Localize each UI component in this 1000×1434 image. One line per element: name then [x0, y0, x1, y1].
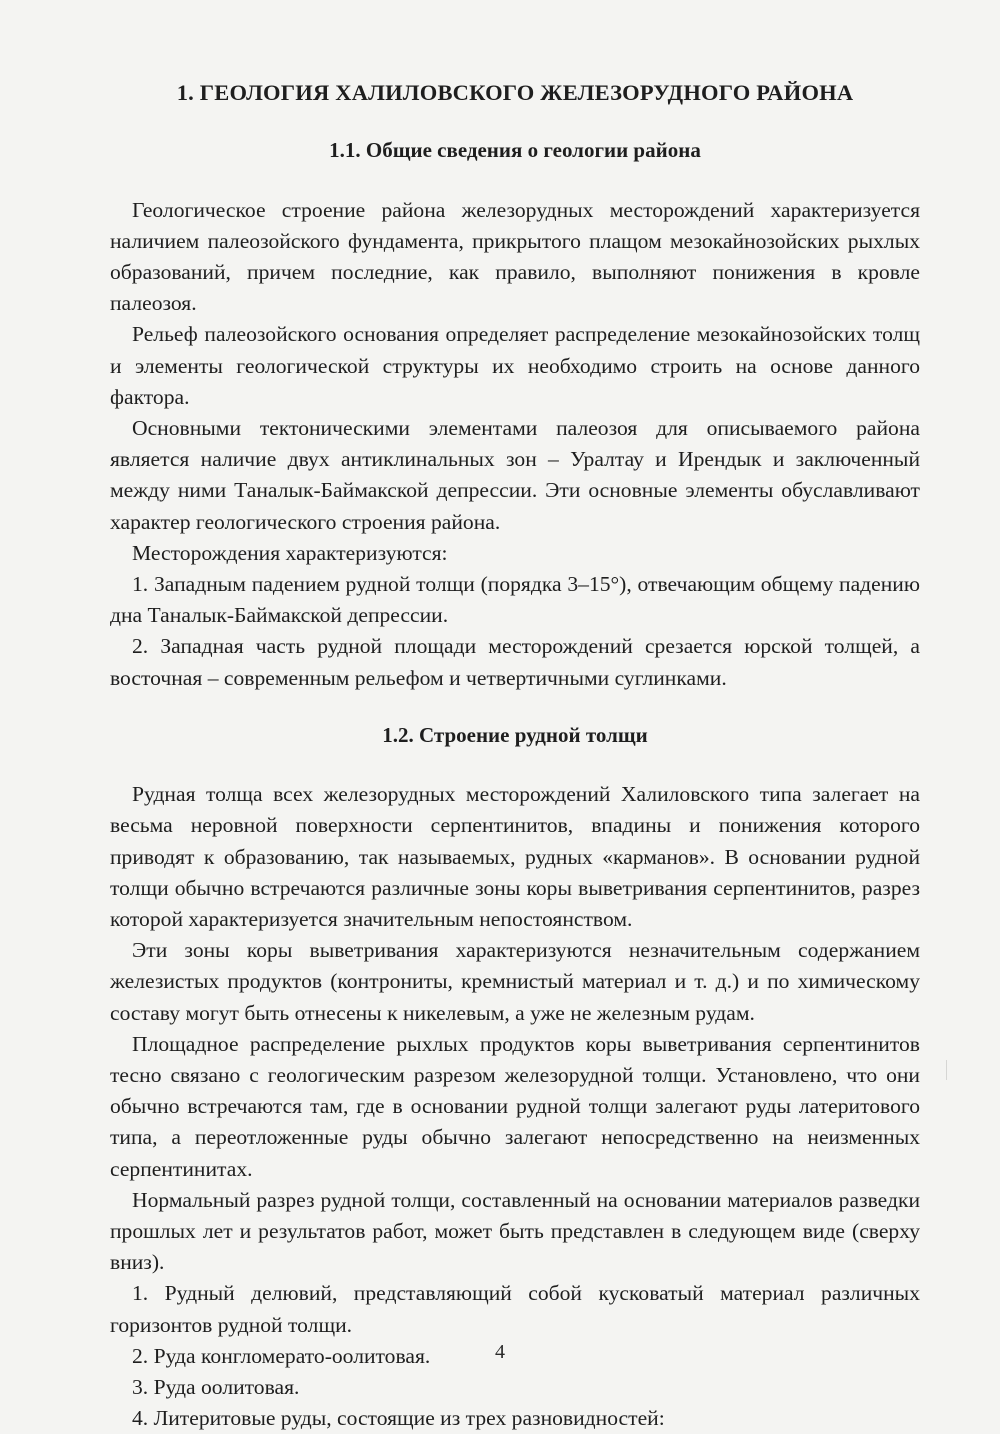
list-item: 2. Руда конгломерато-оолитовая.	[132, 1343, 431, 1368]
chapter-title: 1. ГЕОЛОГИЯ ХАЛИЛОВСКОГО ЖЕЛЕЗОРУДНОГО РАЙОНА	[176, 80, 854, 105]
paragraph: Площадное распределение рыхлых продуктов коры выветривания серпентинитов тесно связано с геологическим разрезом железорудной толщи. Установлено, что они обычно встречаются там, где в основании рудной толщи залегают руды латеритового типа, а переотложенные руды обычно залегают непосредственно на неизменных серпентинитах.	[110, 1031, 920, 1181]
section-body-general	[110, 195, 920, 694]
list-item: 3. Руда оолитовая.	[132, 1374, 300, 1399]
paragraph: Эти зоны коры выветривания характеризуются незначительным содержанием железистых продуктов (контрониты, кремнистый материал и т. д.) и по химическому составу могут быть отнесены к никелевым, а уже не железным рудам.	[110, 938, 920, 1025]
page-number: 4	[495, 1341, 505, 1363]
paragraph: Рельеф палеозойского основания определяет распределение мезокайнозойских толщ и элементы геологической структуры их необходимо строить на основе данного фактора.	[110, 322, 920, 409]
list-item: 1. Рудный делювий, представляющий собой кусковатый материал различных горизонтов рудной толщи.	[110, 1281, 920, 1337]
section-body-ore-structure	[110, 779, 920, 1434]
paragraph: Рудная толща всех железорудных месторождений Халиловского типа залегает на весьма неровной поверхности серпентинитов, впадины и понижения которого приводят к образованию, так называемых, рудных «карманов». В основании рудной толщи обычно встречаются различные зоны коры выветривания серпентинитов, разрез которой характеризуется значительным непостоянством.	[110, 782, 920, 931]
list-item: 1. Западным падением рудной толщи (порядка 3–15°), отвечающим общему падению дна Таналык-Баймакской депрессии.	[110, 571, 920, 628]
section-heading-general: 1.1. Общие сведения о геологии района	[329, 138, 701, 163]
paragraph: Геологическое строение района железорудных месторождений характеризуется наличием палеозойского фундамента, прикрытого плащом мезокайнозойских рыхлых образований, причем последние, как правило, выполняют понижения в кровле палеозоя.	[110, 197, 920, 316]
paragraph: Нормальный разрез рудной толщи, составленный на основании материалов разведки прошлых лет и результатов работ, может быть представлен в следующем виде (сверху вниз).	[110, 1187, 920, 1275]
section-heading-ore-structure: 1.2. Строение рудной толщи	[382, 722, 648, 747]
page-content	[110, 78, 920, 1434]
paragraph: Основными тектоническими элементами палеозоя для описываемого района является наличие двух антиклинальных зон – Уралтау и Ирендык и заключенный между ними Таналык-Баймакской депрессии. Эти основные элементы обуславливают характер геологического строения района.	[110, 415, 920, 534]
scan-artifact	[946, 1060, 947, 1080]
paragraph: Месторождения характеризуются:	[132, 540, 448, 565]
list-item: 2. Западная часть рудной площади месторождений срезается юрской толщей, а восточная – современным рельефом и четвертичными суглинками.	[110, 634, 920, 690]
list-item: 4. Литеритовые руды, состоящие из трех разновидностей:	[132, 1406, 665, 1431]
